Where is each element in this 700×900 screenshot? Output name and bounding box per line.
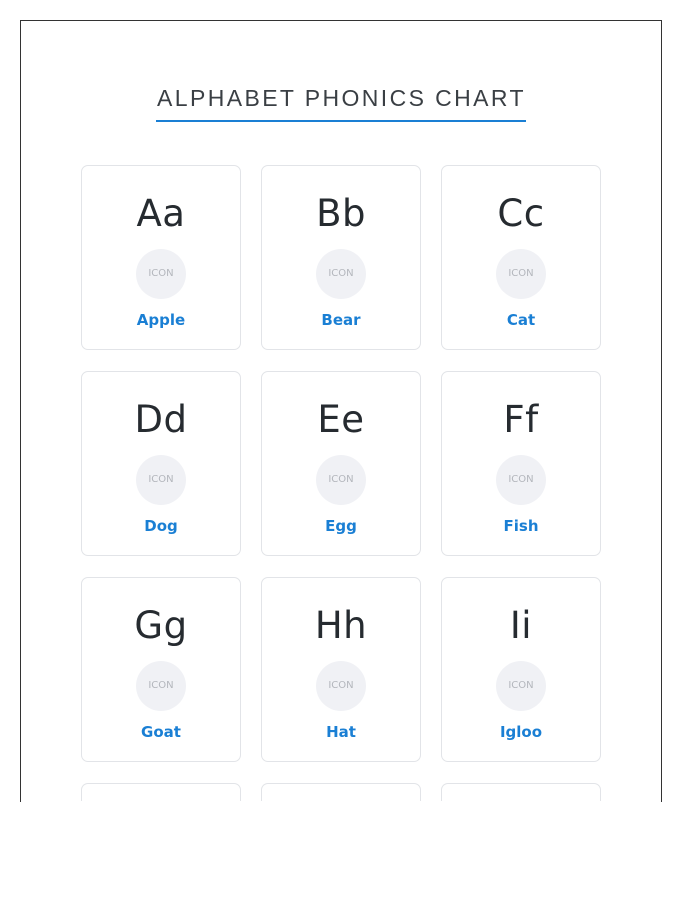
icon-placeholder-icon: ICON xyxy=(496,455,546,505)
icon-placeholder-icon: ICON xyxy=(316,249,366,299)
chart-page xyxy=(20,20,662,802)
letter: Cc xyxy=(497,192,545,235)
letter-card[interactable] xyxy=(81,577,241,762)
letter-card[interactable] xyxy=(261,371,421,556)
letter: Dd xyxy=(134,398,188,441)
page-title: ALPHABET PHONICS CHART xyxy=(156,85,526,122)
letter-card[interactable] xyxy=(81,371,241,556)
letter: Bb xyxy=(316,192,366,235)
icon-placeholder-icon: ICON xyxy=(496,661,546,711)
icon-placeholder-icon: ICON xyxy=(316,455,366,505)
word: Cat xyxy=(506,311,536,329)
icon-placeholder-icon: ICON xyxy=(136,249,186,299)
word: Goat xyxy=(141,723,181,741)
page-title-wrap xyxy=(21,85,661,122)
letter: Ee xyxy=(317,398,365,441)
letter-card[interactable] xyxy=(441,371,601,556)
letter: Ii xyxy=(509,604,533,647)
letter-card[interactable] xyxy=(441,165,601,350)
letter: Aa xyxy=(136,192,186,235)
icon-placeholder-icon: ICON xyxy=(136,661,186,711)
word: Apple xyxy=(136,311,186,329)
letter-card[interactable] xyxy=(261,577,421,762)
letter-card[interactable] xyxy=(261,165,421,350)
letter-card[interactable] xyxy=(441,577,601,762)
letter-grid xyxy=(81,165,601,801)
icon-placeholder-icon: ICON xyxy=(316,661,366,711)
letter-card[interactable] xyxy=(81,165,241,350)
word: Dog xyxy=(144,517,178,535)
word: Fish xyxy=(503,517,539,535)
word: Egg xyxy=(325,517,357,535)
word: Bear xyxy=(321,311,361,329)
word: Igloo xyxy=(499,723,543,741)
letter-card-partial[interactable] xyxy=(261,783,421,801)
letter-card-partial[interactable] xyxy=(81,783,241,801)
word: Hat xyxy=(326,723,356,741)
letter: Ff xyxy=(503,398,539,441)
icon-placeholder-icon: ICON xyxy=(496,249,546,299)
letter: Gg xyxy=(134,604,188,647)
letter: Hh xyxy=(314,604,368,647)
letter-card-partial[interactable] xyxy=(441,783,601,801)
icon-placeholder-icon: ICON xyxy=(136,455,186,505)
